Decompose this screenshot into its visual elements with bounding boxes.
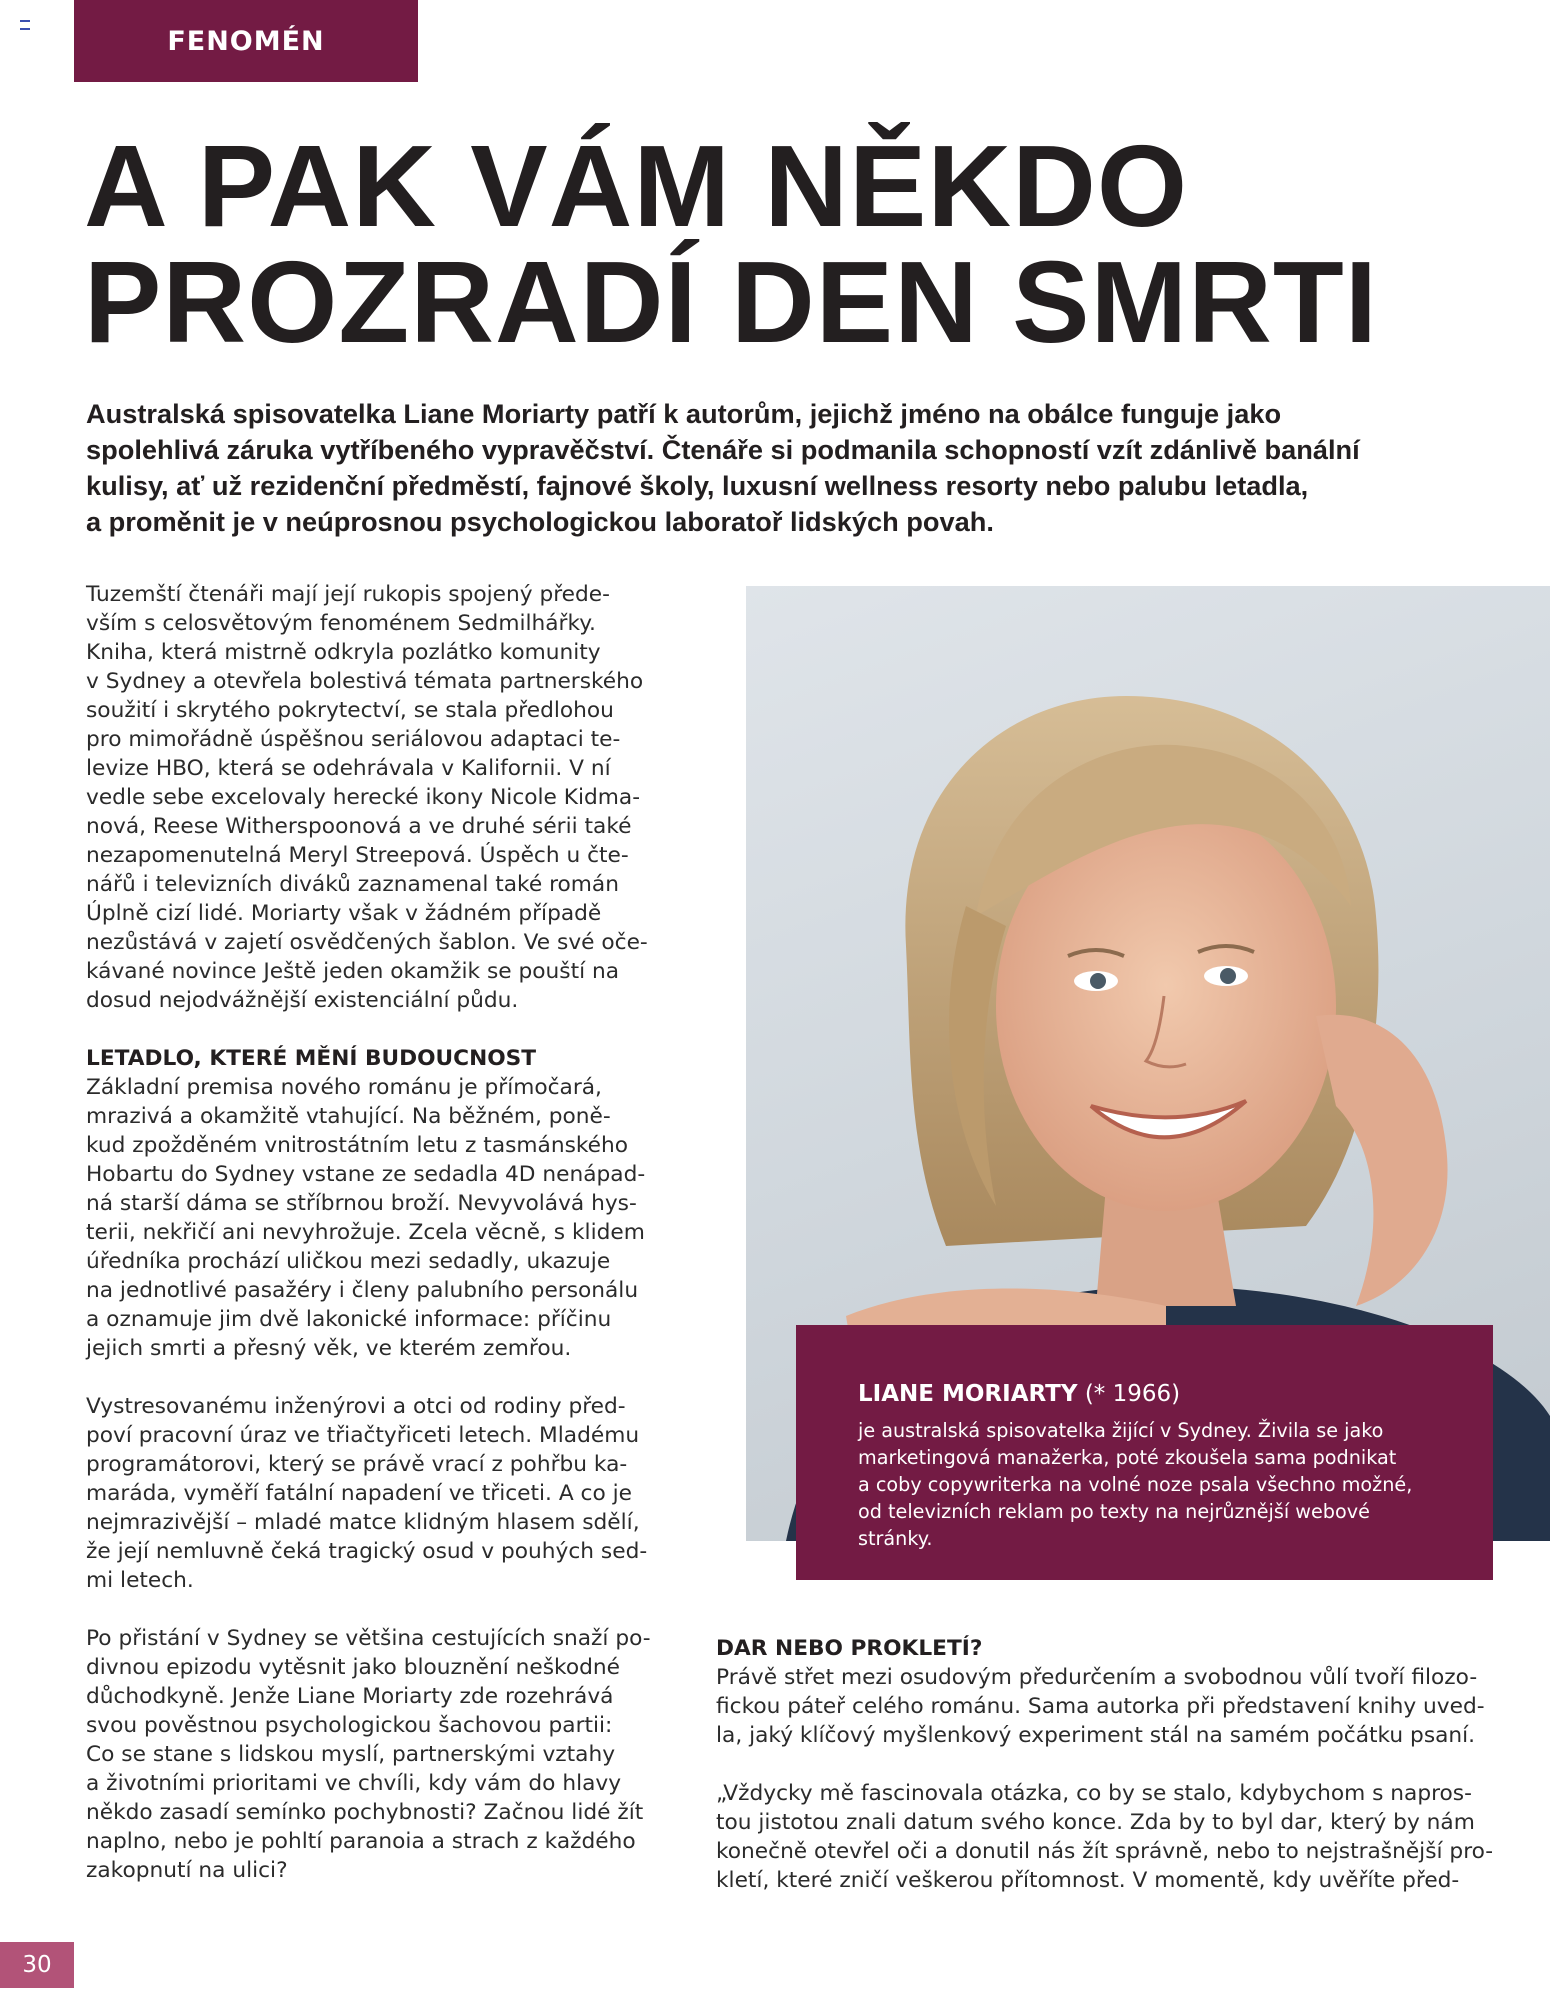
left-column [86, 580, 656, 1885]
right-column [716, 1634, 1496, 1895]
paragraph-landing: Po přistání v Sydney se většina cestujících snaží po- divnou epizodu vytěsnit jako blouznění neškodné důchodkyně. Jenže Liane Moriarty zde rozehrává svou pověstnou psychologickou šachovou partii: Co se stane s lidskou myslí, partnerskými vztahy a životními prioritami ve chvíli, kdy vám do hlavy někdo zasadí semínko pochybnosti? Začnou lidé žít naplno, nebo je pohltí paranoia a strach z každého zakopnutí na ulici? [86, 1626, 651, 1883]
caption-name: LIANE MORIARTY (* 1966) [858, 1381, 1181, 1407]
subheading-dar: DAR NEBO PROKLETÍ? [716, 1636, 983, 1661]
paragraph-quote: „Vždycky mě fascinovala otázka, co by se stalo, kdybychom s napros- tou jistotou znali datum svého konce. Zda by to byl dar, který by nám konečně otevřel oči a donutil nás žít správně, nebo to nejstrašnější pro- kletí, které zničí veškerou přítomnost. V momentě, kdy uvěříte před- [716, 1781, 1494, 1893]
paragraph-predictions: Vystresovanému inženýrovi a otci od rodiny před- poví pracovní úraz ve třiačtyřiceti letech. Mladému programátorovi, který se právě vrací z pohřbu ka- maráda, vyměří fatální napadení ve třiceti. A co je nejmrazivější – mladé matce klidným hlasem sdělí, že její nemluvně čeká tragický osud v pouhých sed- mi letech. [86, 1394, 648, 1593]
lead-paragraph: Australská spisovatelka Liane Moriarty patří k autorům, jejichž jméno na obálce funguje jako spolehlivá záruka vytříbeného vypravěčství. Čtenáře si podmanila schopností vzít zdánlivě banální kulisy, ať už rezidenční předměstí, fajnové školy, luxusní wellness resorty nebo palubu letadla, a proměnit je v neúprosnou psychologickou laboratoř lidských povah. [86, 398, 1360, 537]
page-number: 30 [0, 1942, 74, 1988]
caption-text: je australská spisovatelka žijící v Sydney. Živila se jako marketingová manažerka, poté zkoušela sama podnikat a coby copywriterka na volné noze psala všechno možné, od televizních reklam po texty na nejrůznější webové stránky. [858, 1419, 1413, 1550]
headline [84, 121, 1524, 367]
subheading-letadlo: LETADLO, KTERÉ MĚNÍ BUDOUCNOST [86, 1046, 537, 1071]
headline-line-1: A PAK VÁM NĚKDO [84, 121, 1189, 251]
paragraph-philosophy: Právě střet mezi osudovým předurčením a svobodnou vůlí tvoří filozo- fickou páteř celého románu. Sama autorka při představení knihy uved- la, jaký klíčový myšlenkový experiment stál na samém počátku psaní. [716, 1665, 1485, 1748]
section-tag: FENOMÉN [74, 0, 418, 82]
menu-glyph-icon [20, 20, 30, 30]
headline-line-2: PROZRADÍ DEN SMRTI [84, 237, 1378, 367]
author-caption-box [796, 1325, 1493, 1580]
paragraph-premise: Základní premisa nového románu je přímočará, mrazivá a okamžitě vtahující. Na běžném, poně- kud zpožděném vnitrostátním letu z tasmánského Hobartu do Sydney vstane ze sedadla 4D nenápad- ná starší dáma se stříbrnou broží. Nevyvolává hys- terii, nekřičí ani nevyhrožuje. Zcela věcně, s klidem úředníka prochází uličkou mezi sedadly, ukazuje na jednotlivé pasažéry i členy palubního personálu a oznamuje jim dvě lakonické informace: příčinu jejich smrti a přesný věk, ve kterém zemřou. [86, 1075, 646, 1361]
paragraph-intro: Tuzemští čtenáři mají její rukopis spojený přede- vším s celosvětovým fenoménem Sedmilhářky. Kniha, která mistrně odkryla pozlátko komunity v Sydney a otevřela bolestivá témata partnerského soužití i skrytého pokrytectví, se stala předlohou pro mimořádně úspěšnou seriálovou adaptaci te- levize HBO, která se odehrávala v Kalifornii. V ní vedle sebe excelovaly herecké ikony Nicole Kidma- nová, Reese Witherspoonová a ve druhé sérii také nezapomenutelná Meryl Streepová. Úspěch u čte- nářů i televizních diváků zaznamenal také román Úplně cizí lidé. Moriarty však v žádném případě nezůstává v zajetí osvědčených šablon. Ve své oče- kávané novince Ještě jeden okamžik se pouští na dosud nejodvážnější existenciální půdu. [86, 582, 648, 1013]
